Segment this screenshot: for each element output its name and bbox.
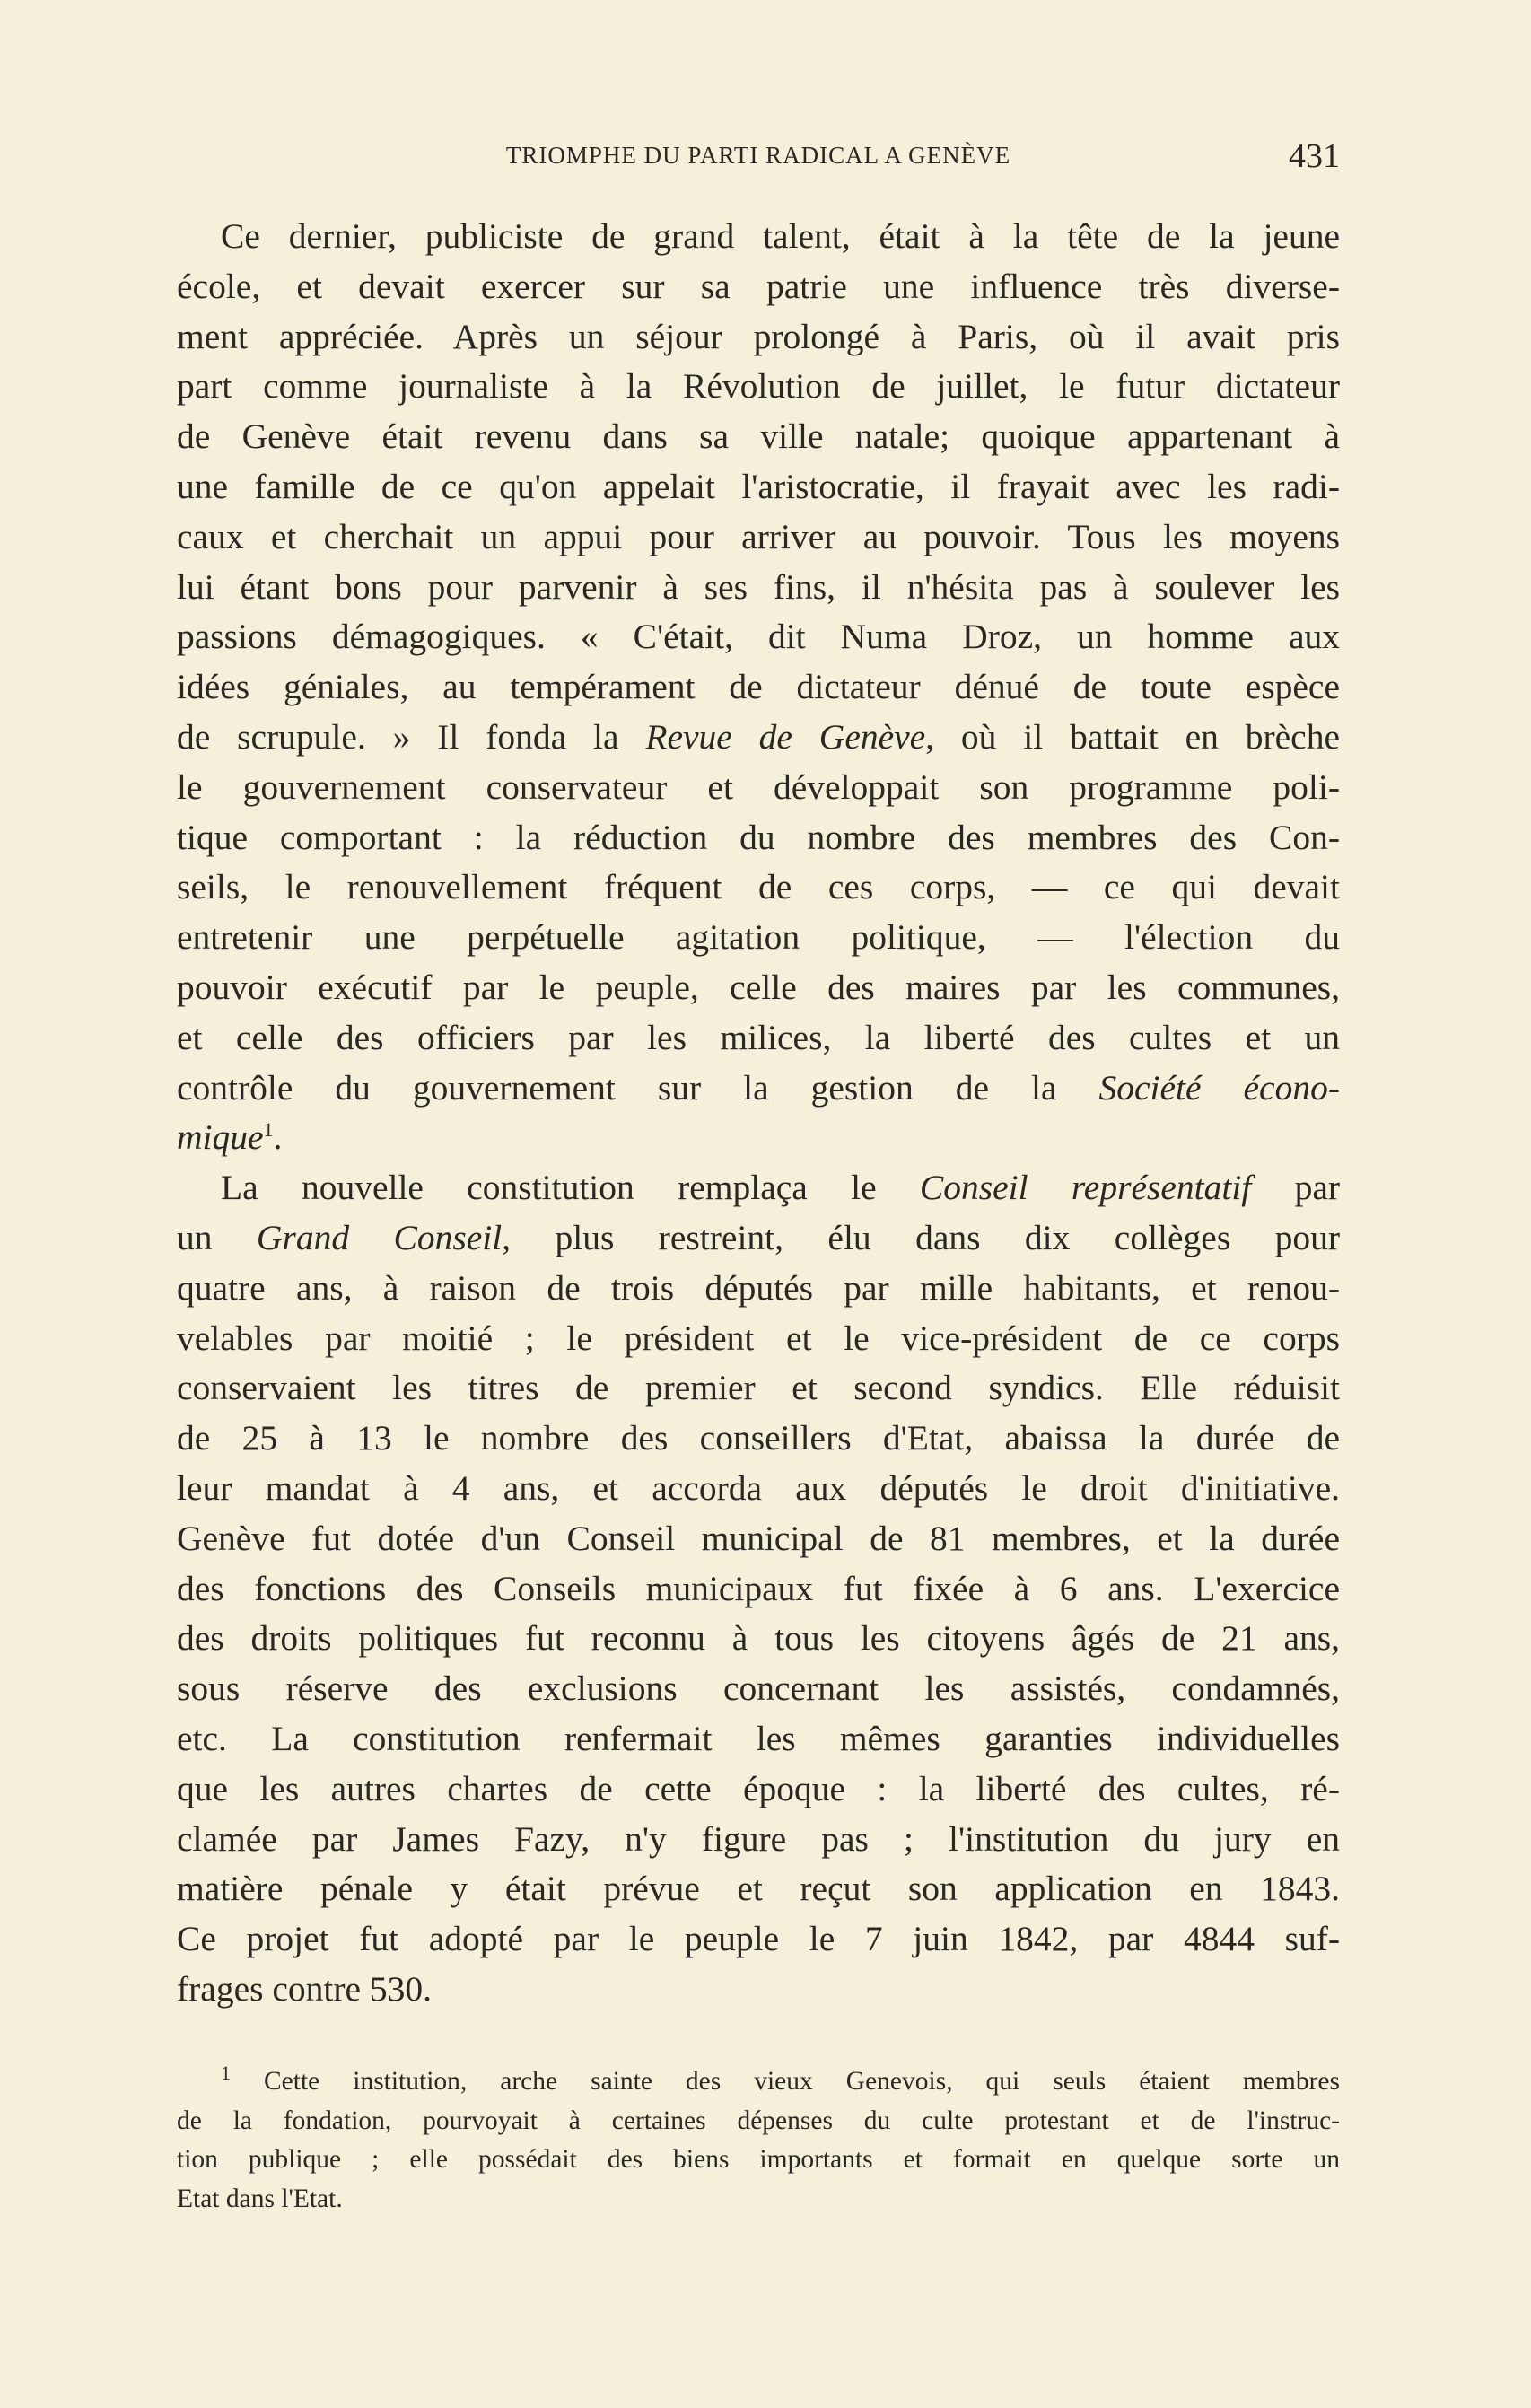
text-span: école, et devait exercer sur sa patrie une influence très diverse- [177,266,1340,306]
text-line [177,512,1340,563]
text-span: entretenir une perpétuelle agitation politique, — l'élection du [177,917,1340,958]
text-span: pouvoir exécutif par le peuple, celle des maires par les communes, [177,967,1340,1007]
footnote-line [177,2141,1340,2180]
text-span: sous réserve des exclusions concernant les assistés, condamnés, [177,1668,1340,1709]
text-span: etc. La constitution renfermait les mêmes garanties individuelles [177,1718,1340,1758]
text-line [177,312,1340,363]
text-span: velables par moitié ; le président et le vice-président de ce corps [177,1318,1340,1358]
text-span: quatre ans, à raison de trois députés par mille habitants, et renou- [177,1267,1340,1308]
text-span: seils, le renouvellement fréquent de ces corps, — ce qui devait [177,867,1340,907]
italic-text: Société écono- [1098,1067,1340,1108]
text-span: tion publique ; elle possédait des biens importants et formait en quelque sorte un [177,2145,1340,2174]
italic-text: mique [177,1117,264,1158]
text-span: par [1251,1168,1340,1208]
text-line [177,563,1340,613]
footnote-line [177,2062,1340,2102]
text-line [177,1764,1340,1815]
text-span: matière pénale y était prévue et reçut son application en 1843. [177,1869,1340,1909]
text-span: Genève fut dotée d'un Conseil municipal de 81 membres, et la durée [177,1518,1340,1558]
text-line [177,1414,1340,1464]
text-span: des fonctions des Conseils municipaux fut fixée à 6 ans. L'exercice [177,1568,1340,1608]
text-line [177,212,1340,262]
text-line [177,1514,1340,1564]
text-line [177,1614,1340,1664]
text-line [177,1965,1340,2015]
text-span: de 25 à 13 le nombre des conseillers d'Etat, abaissa la durée de [177,1418,1340,1458]
text-line [177,612,1340,662]
text-line [177,1564,1340,1615]
text-line [177,362,1340,412]
text-line [177,1664,1340,1714]
text-line [177,1163,1340,1213]
footnote-line [177,2180,1340,2220]
running-header [177,136,1340,176]
text-line [177,1314,1340,1364]
footnote-marker: 1 [263,1118,274,1142]
text-span: Etat dans l'Etat. [177,2184,343,2213]
text-line [177,713,1340,763]
footnote-line [177,2102,1340,2141]
text-line [177,1714,1340,1764]
text-line [177,863,1340,913]
text-line [177,1013,1340,1064]
text-span: . [273,1117,283,1158]
text-line [177,1464,1340,1514]
text-line [177,813,1340,863]
text-line [177,1363,1340,1414]
text-line [177,662,1340,713]
text-span: une famille de ce qu'on appelait l'aristocratie, il frayait avec les radi- [177,466,1340,506]
text-span: lui étant bons pour parvenir à ses fins, il n'hésita pas à soulever les [177,566,1340,607]
text-span: et celle des officiers par les milices, la liberté des cultes et un [177,1017,1340,1057]
footnote-marker: 1 [221,2062,231,2085]
footnotes [177,2062,1340,2219]
text-span: clamée par James Fazy, n'y figure pas ; l'institution du jury en [177,1818,1340,1859]
text-span: Ce projet fut adopté par le peuple le 7 juin 1842, par 4844 suf- [177,1919,1340,1959]
text-span: des droits politiques fut reconnu à tous les citoyens âgés de 21 ans, [177,1618,1340,1659]
text-span: La nouvelle constitution remplaça le [221,1168,920,1208]
text-line [177,1264,1340,1314]
body-text [177,212,1340,2015]
text-line [177,1113,1340,1163]
text-span: leur mandat à 4 ans, et accorda aux députés le droit d'initiative. [177,1467,1340,1508]
text-span: de Genève était revenu dans sa ville natale; quoique appartenant à [177,416,1340,457]
text-span: idées géniales, au tempérament de dictateur dénué de toute espèce [177,667,1340,707]
text-line [177,1914,1340,1965]
text-span: , où il battait en brèche [925,716,1340,757]
text-span: le gouvernement conservateur et développait son programme poli- [177,766,1340,807]
text-span: part comme journaliste à la Révolution de juillet, le futur dictateur [177,366,1340,407]
text-span: caux et cherchait un appui pour arriver au pouvoir. Tous les moyens [177,516,1340,556]
text-line [177,1864,1340,1914]
text-span: ment appréciée. Après un séjour prolongé à Paris, où il avait pris [177,316,1340,356]
text-line [177,462,1340,512]
text-line [177,913,1340,963]
text-span: passions démagogiques. « C'était, dit Numa Droz, un homme aux [177,617,1340,657]
italic-text: Revue de Genève [645,716,926,757]
text-line [177,1064,1340,1114]
text-span: Ce dernier, publiciste de grand talent, était à la tête de la jeune [221,216,1340,256]
running-title: TRIOMPHE DU PARTI RADICAL A GENÈVE [505,142,1011,169]
text-span: conservaient les titres de premier et second syndics. Elle réduisit [177,1368,1340,1408]
text-line [177,1815,1340,1865]
italic-text: Grand Conseil, [256,1217,512,1257]
text-line [177,1213,1340,1264]
text-span: de scrupule. » Il fonda la [177,716,646,757]
text-span: frages contre 530. [177,1968,433,2009]
text-line [177,412,1340,462]
text-span: Cette institution, arche sainte des vieux Genevois, qui seuls étaient membres [231,2067,1340,2096]
page-number: 431 [1289,137,1340,175]
text-line [177,262,1340,312]
text-span: contrôle du gouvernement sur la gestion de la [177,1067,1099,1108]
italic-text: Conseil représentatif [919,1168,1252,1208]
text-span: un [177,1217,257,1257]
text-span: de la fondation, pourvoyait à certaines dépenses du culte protestant et de l'instruc- [177,2106,1340,2135]
text-line [177,763,1340,813]
text-line [177,963,1340,1013]
text-span: que les autres chartes de cette époque : la liberté des cultes, ré- [177,1768,1340,1808]
text-span: tique comportant : la réduction du nombre des membres des Con- [177,817,1340,857]
text-span: plus restreint, élu dans dix collèges pour [511,1217,1340,1257]
